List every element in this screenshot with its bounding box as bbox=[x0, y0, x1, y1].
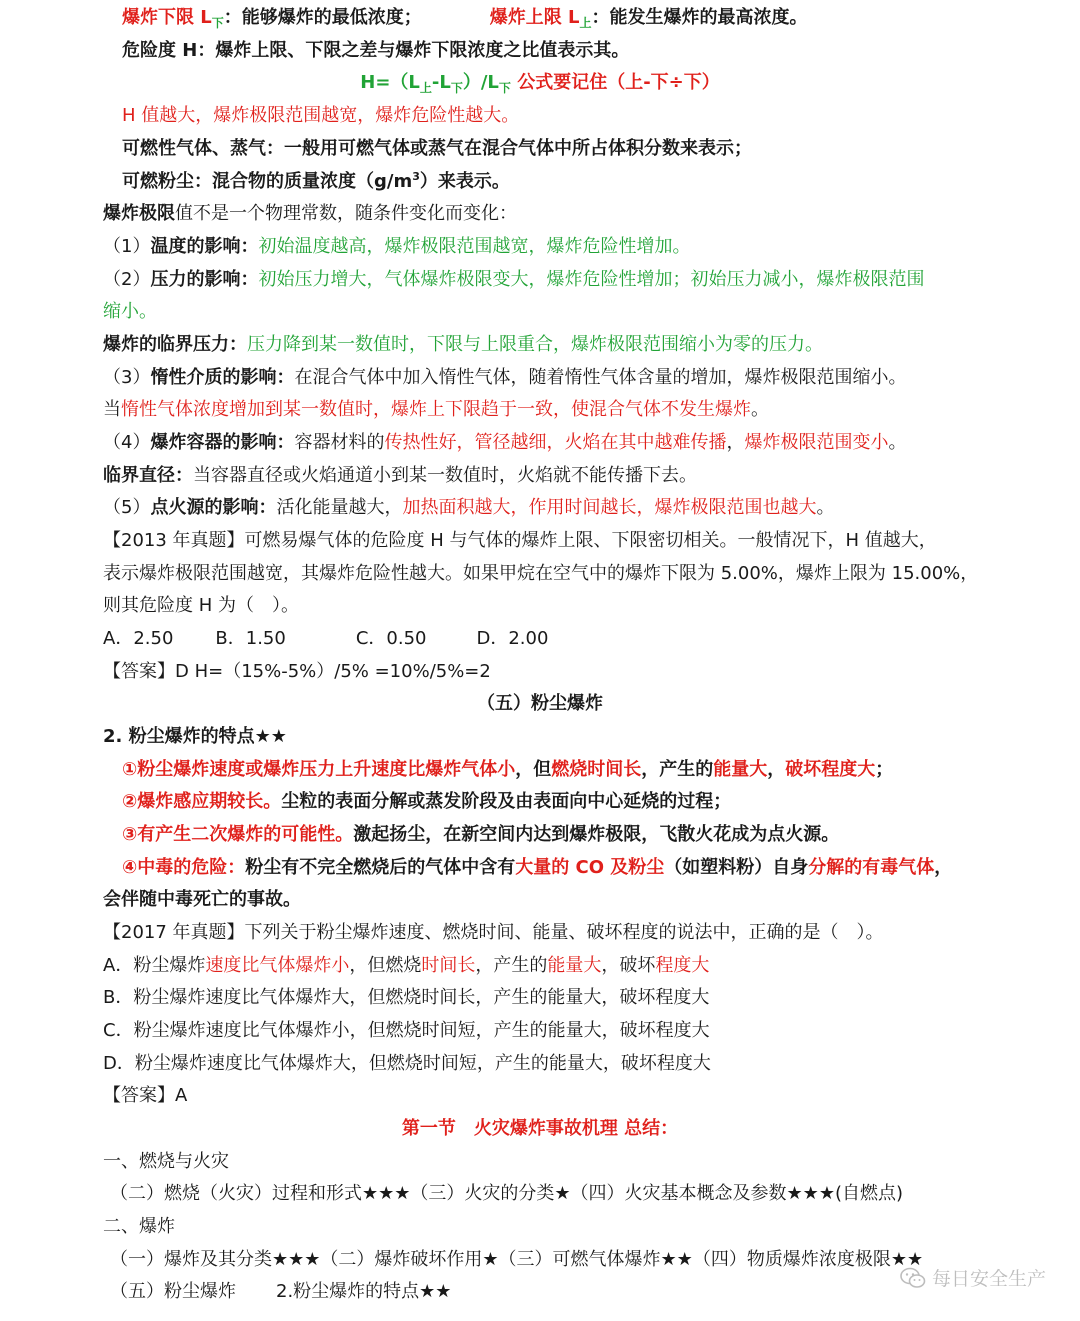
highlight-segment: 破坏程度大 bbox=[785, 759, 876, 780]
lower-limit-label: 爆炸下限 L bbox=[122, 7, 212, 28]
text-segment: 当 bbox=[103, 399, 121, 420]
option-c: C．0.50 bbox=[355, 628, 427, 649]
factor-heading: 压力的影响： bbox=[150, 269, 259, 290]
critical-diameter-heading: 临界直径： bbox=[103, 465, 193, 486]
factor-number: （5） bbox=[103, 497, 151, 518]
h-note: H 值越大，爆炸极限范围越宽，爆炸危险性越大。 bbox=[122, 105, 520, 126]
lower-upper-limit-line bbox=[122, 6, 808, 30]
option-b: B．1.50 bbox=[215, 628, 286, 649]
exam-2017-option-b: B．粉尘爆炸速度比气体爆炸大，但燃烧时间长，产生的能量大，破坏程度大 bbox=[103, 987, 710, 1008]
highlight-segment: ④中毒的危险： bbox=[122, 857, 246, 878]
exam-2017-option-c: C．粉尘爆炸速度比气体爆炸小，但燃烧时间短，产生的能量大，破坏程度大 bbox=[103, 1020, 710, 1041]
factor-text: 活化能量越大， bbox=[276, 497, 403, 518]
exam-2013-options bbox=[103, 627, 548, 651]
dust-point-1 bbox=[122, 758, 893, 782]
limits-intro-bold: 爆炸极限 bbox=[103, 203, 175, 224]
text-segment: ，但 bbox=[515, 759, 552, 780]
highlight-segment: 程度大 bbox=[655, 955, 710, 976]
option-d: D．2.00 bbox=[476, 628, 549, 649]
summary-section-1: 一、燃烧与火灾 bbox=[103, 1151, 229, 1172]
lower-limit-sub: 下 bbox=[211, 16, 224, 30]
formula-part-b: -L bbox=[431, 72, 451, 93]
upper-limit-label: 爆炸上限 L bbox=[489, 7, 580, 28]
dust-heading: 2. 粉尘爆炸的特点★★ bbox=[103, 726, 287, 747]
factor-text: 初始温度越高，爆炸极限范围越宽，爆炸危险性增加。 bbox=[258, 236, 691, 257]
text-segment: 2.粉尘爆炸的特点★★ bbox=[276, 1281, 452, 1302]
factor-inert bbox=[103, 366, 906, 390]
text-segment: 。 bbox=[816, 497, 835, 518]
factor-text: 在混合气体中加入惰性气体，随着惰性气体含量的增加，爆炸极限范围缩小。 bbox=[294, 367, 907, 388]
highlight-segment: 爆炸极限范围变小 bbox=[744, 432, 889, 453]
text-segment: ， bbox=[934, 857, 953, 878]
critical-pressure-heading: 爆炸的临界压力： bbox=[103, 334, 247, 355]
critical-pressure bbox=[103, 333, 823, 357]
lower-limit-text: ：能够爆炸的最低浓度； bbox=[223, 7, 422, 28]
dust-line-a: 可燃粉尘：混合物的质量浓度（g/m bbox=[122, 171, 413, 192]
text-segment: ，产生的 bbox=[641, 759, 714, 780]
exam-2013-line-3: 则其危险度 H 为（ ）。 bbox=[103, 595, 299, 616]
factor-number: （2） bbox=[103, 269, 151, 290]
wechat-icon bbox=[900, 1267, 926, 1289]
highlight-segment: 能量大 bbox=[713, 759, 768, 780]
upper-limit-sub: 上 bbox=[579, 16, 592, 30]
formula-sub-3: 下 bbox=[498, 81, 511, 95]
dust-point-2 bbox=[122, 790, 731, 814]
formula-sub-2: 下 bbox=[450, 81, 463, 95]
summary-section-1-items: （二）燃烧（火灾）过程和形式★★★（三）火灾的分类★（四）火灾基本概念及参数★★★(自燃点) bbox=[110, 1183, 903, 1204]
dust-point-3 bbox=[122, 823, 839, 847]
exam-2013-line-2: 表示爆炸极限范围越宽，其爆炸危险性越大。如果甲烷在空气中的爆炸下限为 5.00%，爆炸上限为 15.00%， bbox=[103, 563, 979, 584]
highlight-segment: 大量的 CO 及粉尘 bbox=[515, 857, 665, 878]
critical-diameter bbox=[103, 464, 697, 488]
text-segment: 。 bbox=[888, 432, 907, 453]
text-segment: ， bbox=[767, 759, 786, 780]
dust-concentration-line bbox=[122, 170, 510, 194]
text-segment: ，破坏 bbox=[601, 955, 656, 976]
summary-section-2-items: （一）爆炸及其分类★★★（二）爆炸破坏作用★（三）可燃气体爆炸★★（四）物质爆炸浓度极限★★ bbox=[110, 1249, 924, 1270]
critical-diameter-text: 当容器直径或火焰通道小到某一数值时，火焰就不能传播下去。 bbox=[193, 465, 697, 486]
text-segment: ，但燃烧 bbox=[349, 955, 422, 976]
highlight-segment: ③有产生二次爆炸的可能性。 bbox=[122, 824, 354, 845]
text-segment: （五）粉尘爆炸 bbox=[110, 1281, 236, 1302]
critical-pressure-text: 压力降到某一数值时，下限与上限重合，爆炸极限范围缩小为零的压力。 bbox=[247, 334, 823, 355]
dust-point-4-cont: 会伴随中毒死亡的事故。 bbox=[103, 889, 301, 910]
highlight-segment: 加热面积越大，作用时间越长，爆炸极限范围也越大 bbox=[402, 497, 817, 518]
highlight-segment: 燃烧时间长 bbox=[551, 759, 642, 780]
factor-pressure-cont: 缩小。 bbox=[103, 301, 157, 322]
upper-limit-text: ：能发生爆炸的最高浓度。 bbox=[591, 7, 808, 28]
formula-part-c: ）/L bbox=[462, 72, 499, 93]
highlight-segment: ①粉尘爆炸速度或爆炸压力上升速度比爆炸气体小 bbox=[122, 759, 516, 780]
exam-2013-line-1: 【2013 年真题】可燃易爆气体的危险度 H 与气体的爆炸上限、下限密切相关。一般情况下，H 值越大， bbox=[103, 530, 937, 551]
factor-text: 初始压力增大，气体爆炸极限变大，爆炸危险性增加；初始压力减小，爆炸极限范围 bbox=[258, 269, 925, 290]
factor-ignition bbox=[103, 496, 834, 520]
text-segment: 尘粒的表面分解或蒸发阶段及由表面向中心延烧的过程； bbox=[281, 791, 732, 812]
option-a: A．2.50 bbox=[103, 628, 174, 649]
summary-section-2-items-2 bbox=[110, 1280, 451, 1304]
exam-2017-option-d: D．粉尘爆炸速度比气体爆炸大，但燃烧时间短，产生的能量大，破坏程度大 bbox=[103, 1053, 711, 1074]
highlight-segment: 惰性气体浓度增加到某一数值时，爆炸上下限趋于一致，使混合气体不发生爆炸 bbox=[121, 399, 751, 420]
factor-vessel bbox=[103, 431, 906, 455]
factor-inert-cont bbox=[103, 398, 769, 422]
watermark-text: 每日安全生产 bbox=[931, 1268, 1046, 1290]
factor-text: 容器材料的 bbox=[294, 432, 385, 453]
h-formula bbox=[0, 71, 1080, 95]
text-segment: 。 bbox=[751, 399, 769, 420]
dust-section-title: （五）粉尘爆炸 bbox=[477, 693, 603, 714]
factor-pressure bbox=[103, 268, 924, 292]
factor-temperature bbox=[103, 235, 690, 259]
text-segment: 粉尘有不完全燃烧后的气体中含有 bbox=[245, 857, 516, 878]
highlight-segment: 能量大 bbox=[547, 955, 602, 976]
exam-2017-question: 【2017 年真题】下列关于粉尘爆炸速度、燃烧时间、能量、破坏程度的说法中，正确的是（ ）。 bbox=[103, 922, 884, 943]
highlight-segment: 分解的有毒气体 bbox=[808, 857, 935, 878]
highlight-segment: ②爆炸感应期较长。 bbox=[122, 791, 282, 812]
text-segment: A．粉尘爆炸 bbox=[103, 955, 206, 976]
exam-2017-answer: 【答案】A bbox=[103, 1085, 188, 1106]
factor-heading: 惰性介质的影响： bbox=[150, 367, 295, 388]
watermark bbox=[900, 1264, 1046, 1291]
text-segment: ； bbox=[875, 759, 894, 780]
text-segment: 激起扬尘，在新空间内达到爆炸极限，飞散火花成为点火源。 bbox=[353, 824, 840, 845]
factor-number: （3） bbox=[103, 367, 151, 388]
text-segment: ，产生的 bbox=[475, 955, 548, 976]
factor-number: （4） bbox=[103, 432, 151, 453]
summary-section-2: 二、爆炸 bbox=[103, 1216, 175, 1237]
summary-title: 第一节 火灾爆炸事故机理 总结： bbox=[401, 1118, 679, 1139]
gas-concentration-line: 可燃性气体、蒸气：一般用可燃气体或蒸气在混合气体中所占体积分数来表示； bbox=[122, 138, 752, 159]
h-definition: 危险度 H：爆炸上限、下限之差与爆炸下限浓度之比值表示其。 bbox=[122, 40, 630, 61]
dust-line-sup: 3 bbox=[412, 170, 420, 183]
exam-2013-answer: 【答案】D H=（15%-5%）/5% =10%/5%=2 bbox=[103, 661, 491, 682]
highlight-segment: 速度比气体爆炸小 bbox=[205, 955, 350, 976]
formula-part-a: H=（L bbox=[360, 72, 420, 93]
formula-sub-1: 上 bbox=[419, 81, 432, 95]
text-segment: （如塑料粉）自身 bbox=[664, 857, 809, 878]
dust-line-b: ）来表示。 bbox=[419, 171, 510, 192]
factor-number: （1） bbox=[103, 236, 151, 257]
text-segment: ， bbox=[726, 432, 745, 453]
factor-heading: 爆炸容器的影响： bbox=[150, 432, 295, 453]
dust-point-4 bbox=[122, 856, 952, 880]
factor-heading: 点火源的影响： bbox=[150, 497, 277, 518]
exam-2017-option-a bbox=[103, 954, 709, 978]
limits-intro-rest: 值不是一个物理常数，随条件变化而变化： bbox=[175, 203, 517, 224]
highlight-segment: 传热性好，管径越细，火焰在其中越难传播 bbox=[384, 432, 727, 453]
limits-intro bbox=[103, 202, 517, 226]
factor-heading: 温度的影响： bbox=[150, 236, 259, 257]
highlight-segment: 时间长 bbox=[421, 955, 476, 976]
formula-mnemonic: 公式要记住（上-下÷下） bbox=[510, 72, 720, 93]
